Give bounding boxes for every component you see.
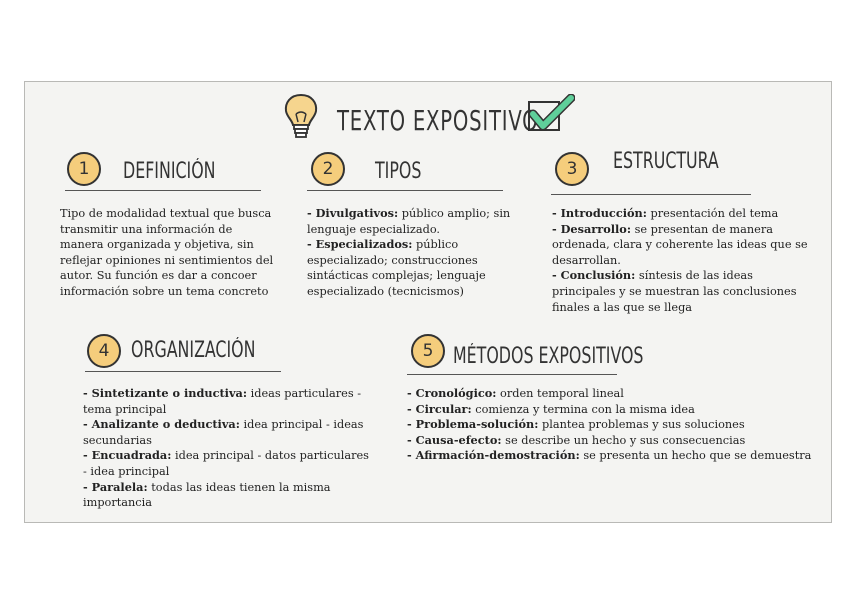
section-number-5: 5 <box>411 334 445 368</box>
list-item <box>83 448 369 479</box>
definicion-paragraph: Tipo de modalidad textual que busca transmitir una información de manera organizada y objetiva, sin reflejar opiniones ni sentimientos del autor. Su función es dar a concoer información sobre un tema concreto <box>60 207 274 298</box>
list-item <box>307 206 527 237</box>
tipos-list <box>307 206 527 300</box>
list-item-desc: idea principal - ideas secundarias <box>83 418 364 447</box>
list-item-desc: se presentan de manera ordenada, clara y coherente las ideas que se desarrollan. <box>552 222 808 267</box>
list-item-desc: idea principal - datos particulares - idea principal <box>83 449 369 478</box>
estructura-list <box>552 206 808 315</box>
list-item-term: - Analizante o deductiva: <box>83 417 240 432</box>
list-item-term: - Conclusión: <box>552 268 636 283</box>
list-item-term: - Desarrollo: <box>552 221 632 236</box>
section-divider <box>85 371 281 372</box>
list-item <box>407 448 827 464</box>
list-item <box>407 417 827 433</box>
section-divider <box>407 374 617 375</box>
list-item-term: - Afirmación-demostración: <box>407 448 580 463</box>
list-item-desc: público especializado; construcciones sintácticas complejas; lenguaje especializado (tecnicismos) <box>307 238 486 298</box>
section-title-tipos: TIPOS <box>375 159 422 184</box>
list-item-desc: se presenta un hecho que se demuestra <box>579 449 812 463</box>
checkmark-icon <box>525 94 575 134</box>
metodos-list <box>407 386 827 464</box>
list-item-term: - Especializados: <box>307 237 413 252</box>
list-item-desc: comienza y termina con la misma idea <box>471 402 695 416</box>
section-divider <box>65 190 261 191</box>
list-item-desc: síntesis de las ideas principales y se muestran las conclusiones finales a las que se llega <box>552 269 797 314</box>
page-title: TEXTO EXPOSITIVO <box>337 104 539 137</box>
list-item <box>407 386 827 402</box>
list-item-term: - Problema-solución: <box>407 417 539 432</box>
list-item-desc: todas las ideas tienen la misma importancia <box>83 480 331 510</box>
lightbulb-icon <box>281 92 321 140</box>
list-item-term: - Introducción: <box>552 206 647 220</box>
list-item <box>83 417 369 448</box>
list-item-term: - Circular: <box>407 401 472 416</box>
section-title-definicion: DEFINICIÓN <box>123 159 216 184</box>
list-item-desc: orden temporal lineal <box>496 387 624 400</box>
list-item-term: - Divulgativos: <box>307 206 399 220</box>
organizacion-list <box>83 386 369 511</box>
section-number-4: 4 <box>87 334 121 368</box>
list-item-term: - Paralela: <box>83 479 148 494</box>
section-number-2: 2 <box>311 152 345 186</box>
list-item-desc: ideas particulares - tema principal <box>83 387 362 416</box>
list-item <box>307 237 527 299</box>
section-number-1: 1 <box>67 152 101 186</box>
list-item-desc: plantea problemas y sus soluciones <box>538 418 745 432</box>
list-item-term: - Cronológico: <box>407 386 497 400</box>
list-item <box>83 386 369 417</box>
definicion-text <box>60 206 278 300</box>
list-item <box>552 206 808 222</box>
infographic-slide <box>24 81 832 523</box>
list-item-term: - Encuadrada: <box>83 448 172 463</box>
section-number-3: 3 <box>555 152 589 186</box>
list-item-term: - Causa-efecto: <box>407 432 502 447</box>
list-item <box>407 433 827 449</box>
list-item <box>407 402 827 418</box>
list-item-desc: presentación del tema <box>646 207 779 220</box>
section-title-estructura: ESTRUCTURA <box>613 149 719 174</box>
list-item <box>552 268 808 315</box>
list-item <box>83 480 369 511</box>
list-item <box>552 222 808 269</box>
list-item-desc: público amplio; sin lenguaje especializado. <box>307 207 511 236</box>
section-title-metodos: MÉTODOS EXPOSITIVOS <box>453 344 644 369</box>
section-title-organizacion: ORGANIZACIÓN <box>131 338 256 363</box>
section-divider <box>307 190 503 191</box>
list-item-desc: se describe un hecho y sus consecuencias <box>501 433 746 447</box>
section-divider <box>551 194 751 195</box>
list-item-term: - Sintetizante o inductiva: <box>83 386 248 400</box>
